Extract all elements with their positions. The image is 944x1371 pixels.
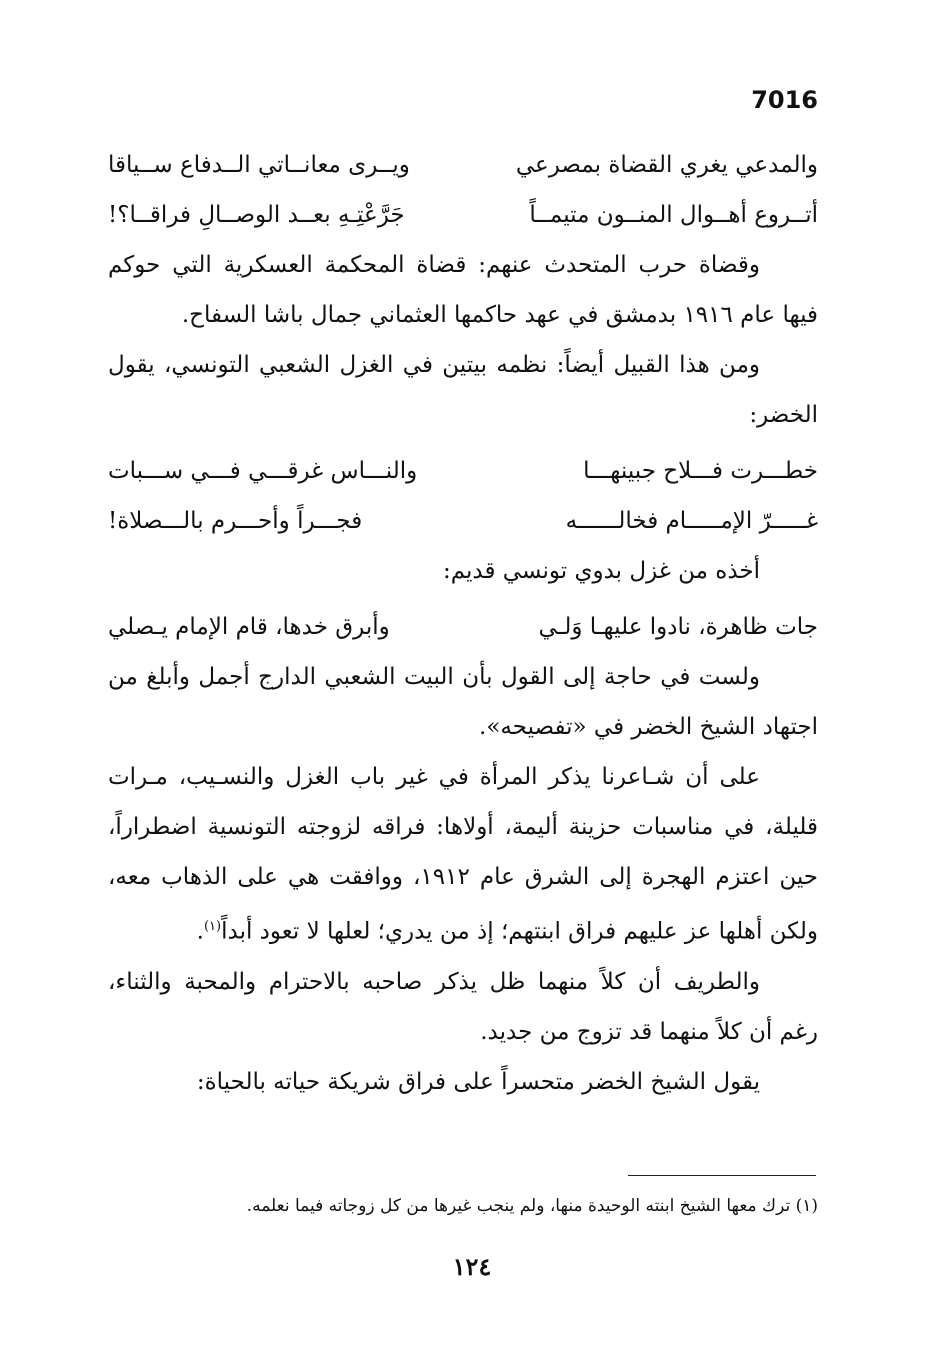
paragraph [108, 957, 818, 1057]
paragraph [108, 546, 818, 596]
verse-first-hemistich: غـــــرّ الإمـــــام فخالــــــه [565, 508, 818, 534]
footnote-marker: (١) [203, 919, 222, 934]
text-line: أخذه من غزل بدوي تونسي قديم: [442, 558, 760, 584]
text-line: قليلة، في مناسبات حزينة أليمة، أولاها: فراقه لزوجته التونسية اضطراراً، [108, 814, 818, 840]
verse [108, 446, 818, 496]
text-line: رغم أن كلاً منهما قد تزوج من جديد. [480, 1018, 818, 1045]
text-line: اجتهاد الشيخ الخضر في «تفصيحه». [479, 714, 818, 740]
text-line: والطريف أن كلاً منهما ظل يذكر صاحبه بالاحترام والمحبة والثناء، [108, 968, 760, 995]
paragraph [108, 652, 818, 752]
text-line: الخضر: [749, 402, 818, 428]
verse-second-hemistich: جَرَّعْتِـهِ بعــد الوصــالِ فراقــا؟! [108, 202, 405, 228]
paragraph [108, 1057, 818, 1107]
text-line: فيها عام ١٩١٦ بدمشق في عهد حاكمها العثماني جمال باشا السفاح. [181, 302, 818, 328]
text-line: يقول الشيخ الخضر متحسراً على فراق شريكة حياته بالحياة: [196, 1068, 760, 1095]
text-line: حين اعتزم الهجرة إلى الشرق عام ١٩١٢، ووافقت هي على الذهاب معه، [108, 864, 818, 890]
text-run: ولكن أهلها عز عليهم فراق ابنتهم؛ إذ من يدري؛ لعلها لا تعود أبداً [221, 918, 818, 945]
verse-second-hemistich: والنـــاس غرقـــي فـــي ســـبات [108, 458, 418, 484]
verse-first-hemistich: والمدعي يغري القضاة بمصرعي [515, 152, 818, 178]
verse-first-hemistich: جات ظاهرة، نادوا عليهـا وَلـي [538, 614, 818, 640]
page-number: ١٢٤ [452, 1252, 492, 1281]
verse-second-hemistich: وأبرق خدها، قام الإمام يـصلي [108, 614, 390, 640]
verse [108, 602, 818, 652]
footnote-divider [628, 1175, 816, 1176]
text-line: ولست في حاجة إلى القول بأن البيت الشعبي الدارج أجمل وأبلغ من [108, 664, 760, 690]
text-line: وقضاة حرب المتحدث عنهم: قضاة المحكمة العسكرية التي حوكم [108, 252, 760, 278]
text-line: ولكن أهلها عز عليهم فراق ابنتهم؛ إذ من يدري؛ لعلها لا تعود أبداً$^{(١)}$. [196, 918, 818, 945]
verse-second-hemistich: فجـــراً وأحـــرم بالـــصلاة! [108, 508, 363, 534]
verse-first-hemistich: خطـــرت فـــلاح جبينهـــا [583, 458, 818, 484]
page-code: 7016 [751, 86, 818, 114]
paragraph [108, 340, 818, 440]
text-line: ومن هذا القبيل أيضاً: نظمه بيتين في الغزل الشعبي التونسي، يقول [108, 352, 760, 378]
paragraph [108, 752, 818, 957]
verse [108, 190, 818, 240]
paragraph [108, 240, 818, 340]
footnote: (١) ترك معها الشيخ ابنته الوحيدة منها، ولم ينجب غيرها من كل زوجاته فيما نعلمه. [246, 1196, 818, 1216]
verse-first-hemistich: أتــروع أهــوال المنــون متيمــاً [529, 202, 818, 228]
verse [108, 140, 818, 190]
text-line: على أن شـاعرنا يذكر المرأة في غير باب الغزل والنسـيب، مـرات [108, 764, 760, 790]
verse-second-hemistich: ويــرى معانــاتي الــدفاع ســياقا [108, 152, 410, 178]
page-body [108, 140, 818, 1107]
verse [108, 496, 818, 546]
